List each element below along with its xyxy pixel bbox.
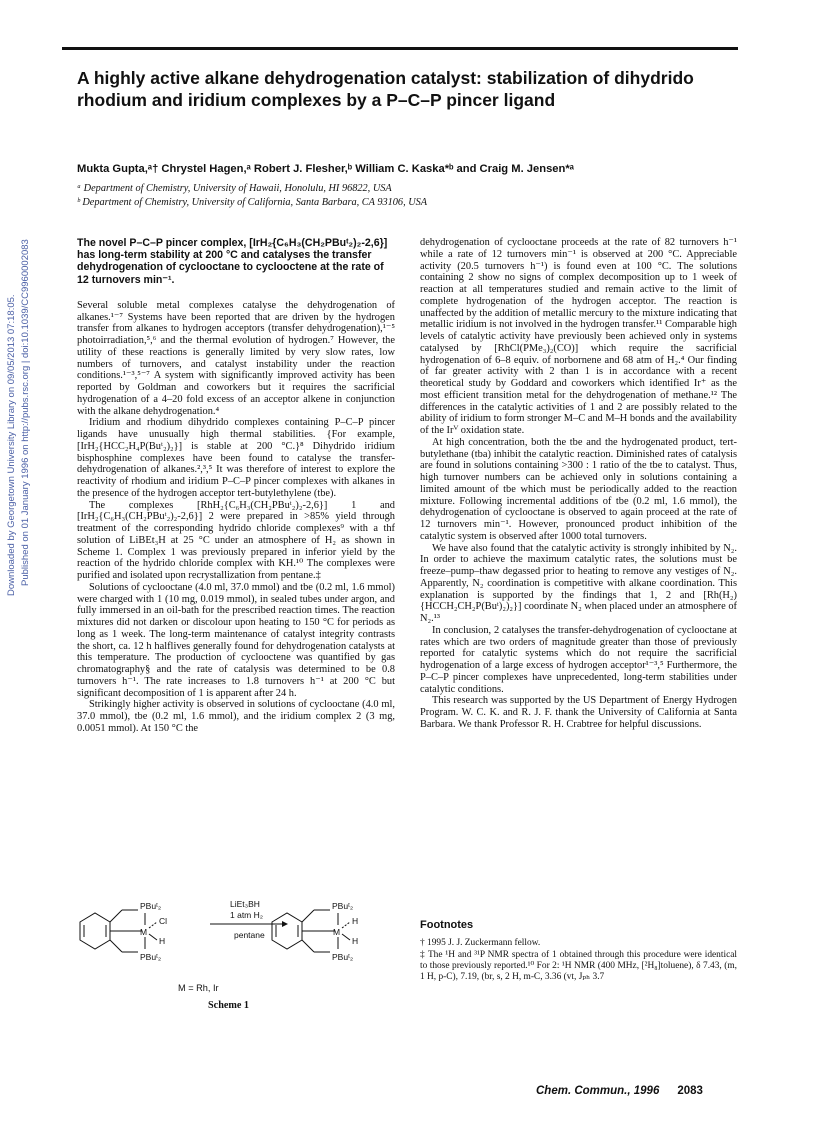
acknowledgements: This research was supported by the US Department of Energy Hydrogen Program. W. C. K. and R. J. F. thank the University of California at Santa Barbara. We thank Professor R. H. Crabtree for helpful discussions.: [420, 695, 737, 730]
body-paragraph: We have also found that the catalytic activity is strongly inhibited by N₂. In order to achieve the maximum catalytic rates, the solutions must be freeze–pump–thaw degassed prior to heating to remove any vestiges of N₂. Apparently, N₂ coordination is competitive with alkane coordination. This explanation is supported by the findings that 1, 2 and [Rh(H₂){HCCH₂CH₂P(Buᵗ)₂)₂}] coordinate N₂ when placed under an atmosphere of N₂.¹³: [420, 542, 737, 624]
body-paragraph: The complexes [RhH₂{C₆H₃(CH₂PBuᵗ₂)₂-2,6}] 1 and [IrH₂{C₆H₃(CH₂PBuᵗ₂)₂-2,6}] 2 were prepared in >85% yield through treatment of the corresponding hydrido chloride complexes⁹ with a thf solution of LiBEt₃H at 25 °C under an atmosphere of H₂ as shown in Scheme 1. Complex 1 was previously prepared in inferior yield by the reaction of the hydrido chloride complex with KH.¹⁰ The complexes were purified and isolated upon recrystallization from pentane.‡: [77, 499, 395, 582]
left-column: [77, 237, 395, 735]
body-paragraph: dehydrogenation of cyclooctane proceeds at the rate of 82 turnovers h⁻¹ while a rate of 12 turnovers min⁻¹ is observed at 200 °C. Appreciable activity (20.5 turnovers h⁻¹) is found even at 100 °C. The solutions containing 2 show no signs of complex decomposition up to 1 week of reaction at all temperatures studied and remain active to the limit of complete hydrogenation of the hydrogen acceptor. The reaction is unaffected by the addition of metallic mercury to the mixture indicating that metallic iridium is not involved in the hydrogen transfer.¹¹ Comparable high levels of catalytic activity have previously been achieved only in systems catalysed by [RhCl(PMe₃)₂(CO)] which require the sacrificial hydrogenation of 6–8 equiv. of norbornene and 68 atm of H₂.⁴ Our finding of far greater activity with 2 than 1 is in accordance with a recent theoretical study by Goddard and coworkers which identified Ir⁺ as the most efficient transition metal for the dehydrogenation of methane.¹² The differences in the catalytic activities of 1 and 2 are possibly related to the ability of iridium to form stronger M–C and M–H bonds and the availability of the Irⱽ oxidation state.: [420, 237, 737, 436]
top-rule: [62, 47, 738, 50]
h-ligand-bottom: H: [352, 936, 359, 946]
h-ligand-left: H: [159, 936, 166, 946]
abstract: The novel P–C–P pincer complex, [IrH₂{C₆H₃(CH₂PBuᵗ₂)₂-2,6}] has long-term stability at 200 °C and catalyses the transfer dehydrogenation of cyclooctane to cyclooctene at the rate of 12 turnovers min⁻¹.: [77, 237, 388, 286]
reagent-1: LiEt₃BH: [230, 899, 260, 909]
journal-citation: Chem. Commun., 1996: [536, 1085, 660, 1097]
body-paragraph: In conclusion, 2 catalyses the transfer-dehydrogenation of cyclooctane at rates which are two orders of magnitude greater than those of previously reported for catalytic systems which do not require the sacrificial hydrogenation of a large excess of hydrogen acceptor¹⁻³,⁵ Furthermore, the P–C–P pincer complexes have unprecedented, long-term stabilities under catalytic conditions.: [420, 624, 737, 695]
author-list: Mukta Gupta,ᵃ† Chrystel Hagen,ᵃ Robert J. Flesher,ᵇ William C. Kaska*ᵇ and Craig M. Jensen*ᵃ: [77, 163, 574, 175]
arrow-head: [282, 921, 288, 927]
metal-right: M: [333, 927, 341, 937]
affiliation-a: ᵃ Department of Chemistry, University of Hawaii, Honolulu, HI 96822, USA: [77, 183, 392, 194]
metal-definition: M = Rh, Ir: [178, 983, 219, 993]
pbu-top-right: PBuᵗ₂: [332, 901, 354, 911]
affiliation-b: ᵇ Department of Chemistry, University of California, Santa Barbara, CA 93106, USA: [77, 197, 428, 208]
body-paragraph: Solutions of cyclooctane (4.0 ml, 37.0 mmol) and tbe (0.2 ml, 1.6 mmol) were charged with 1 (10 mg, 0.019 mmol), in sealed tubes under argon, and fully immersed in an oil-bath for the prescribed reaction times. The reaction mixtures did not darken or discolour upon heating to 150 °C for periods as long as 1 week. The long-term maintenance of catalyst integrity contrasts the short, ca. 12 h halflives generally found for dehydrogenation catalysts at this temperature. The production of cyclooctene was quantified by gas chromatography§ and the rate of catalysis was determined to be 0.8 turnovers h⁻¹. The rate increases to 1.8 turnovers h⁻¹ at 200 °C but significant decomposition of 1 is apparent after 24 h.: [77, 581, 395, 699]
footnotes-heading: Footnotes: [420, 919, 474, 931]
solvent: pentane: [234, 930, 265, 940]
footnote-double-dagger: ‡ The ¹H and ³¹P NMR spectra of 1 obtained through this procedure were identical to those previously reported.¹⁰ For 2: ¹H NMR (400 MHz, [²H₈]toluene), δ 7.43, (m, 1 H, p-C), 7.19, (br, s, 2 H, m-C, 3.36 (vt, Jₚₕ 3.7: [420, 950, 737, 982]
body-paragraph: Several soluble metal complexes catalyse the dehydrogenation of alkanes.¹⁻⁷ Systems have been reported that are driven by the hydrogen transfer from alkanes to hydrogen acceptors (transfer dehydrogenation),¹⁻⁵ photoirradiation,⁵,⁶ and the thermal evolution of hydrogen.⁷ However, the utility of these reactions is generally limited by very slow rates, low numbers of turnovers, and catalyst instability under the reaction conditions.¹⁻³,⁵⁻⁷ A system with significantly improved activity has been reported by Goldman and coworkers but it requires the sacrificial hydrogenation of a 4–20 fold excess of an acceptor alkene in conjunction with the alkane dehydrogenation.⁴: [77, 299, 395, 417]
scheme-1-diagram: [60, 882, 400, 1012]
page-number: 2083: [677, 1085, 703, 1097]
footnote-dagger: † 1995 J. J. Zuckermann fellow.: [420, 938, 541, 948]
pbu-top-left: PBuᵗ₂: [140, 901, 162, 911]
download-note[interactable]: Downloaded by Georgetown University Library on 09/05/2013 07:18:05.: [6, 294, 17, 596]
reagent-2: 1 atm H₂: [230, 910, 264, 920]
body-paragraph: Iridium and rhodium dihydrido complexes containing P–C–P pincer ligands have unusually high thermal stabilities. {For example, [IrH₂{HCC₂H₄P(Buᵗ₂)₂}] is stable at 200 °C.}⁸ Dihydrido iridium bisphosphine complexes have been found to catalyse the transfer-dehydrogenation of alkanes.²,³,⁵ It was therefore of interest to explore the reactivity of rhodium and iridium P–C–P pincer complexes with alkanes in the presence of the hydrogen acceptor tert-butylethylene (tbe).: [77, 417, 395, 499]
body-paragraph: At high concentration, both the tbe and the hydrogenated product, tert-butylethane (tba) inhibit the catalytic reaction. Diminished rates of catalysis are found in solutions containing >300 : 1 ratio of the tbe to catalyst. Thus, high turnover numbers can be achieved only in solutions containing a limited amount of tbe which must be periodically added to the reaction mixture. Following incremental additions of tbe (0.2 ml, 1.6 mmol), the dehydrogenation of cyclooctane is observed to again proceed at the rate of 12 turnovers min⁻¹. However, pronounced product inhibition of the catalytic system is observed after 1000 total turnovers.: [420, 436, 737, 542]
page-footer: [536, 1085, 703, 1097]
pbu-bottom-right: PBuᵗ₂: [332, 952, 354, 962]
scheme-caption: Scheme 1: [208, 1000, 250, 1011]
publication-note[interactable]: Published on 01 January 1996 on http://pubs.rsc.org | doi:10.1039/CC9960002083: [20, 239, 31, 586]
cl-ligand: Cl: [159, 916, 168, 926]
right-column: [420, 237, 737, 731]
download-sidebar: [2, 239, 42, 596]
body-paragraph: Strikingly higher activity is observed in solutions of cyclooctane (4.0 ml, 37.0 mmol), tbe (0.2 ml, 1.6 mmol), and the iridium complex 2 (3 mg, 0.0051 mmol). At 150 °C the: [77, 699, 395, 734]
article-title: A highly active alkane dehydrogenation catalyst: stabilization of dihydrido rhodium and iridium complexes by a P–C–P pincer ligand: [77, 68, 694, 110]
pbu-bottom-left: PBuᵗ₂: [140, 952, 162, 962]
metal-left: M: [140, 927, 148, 937]
h-ligand-top: H: [352, 916, 359, 926]
